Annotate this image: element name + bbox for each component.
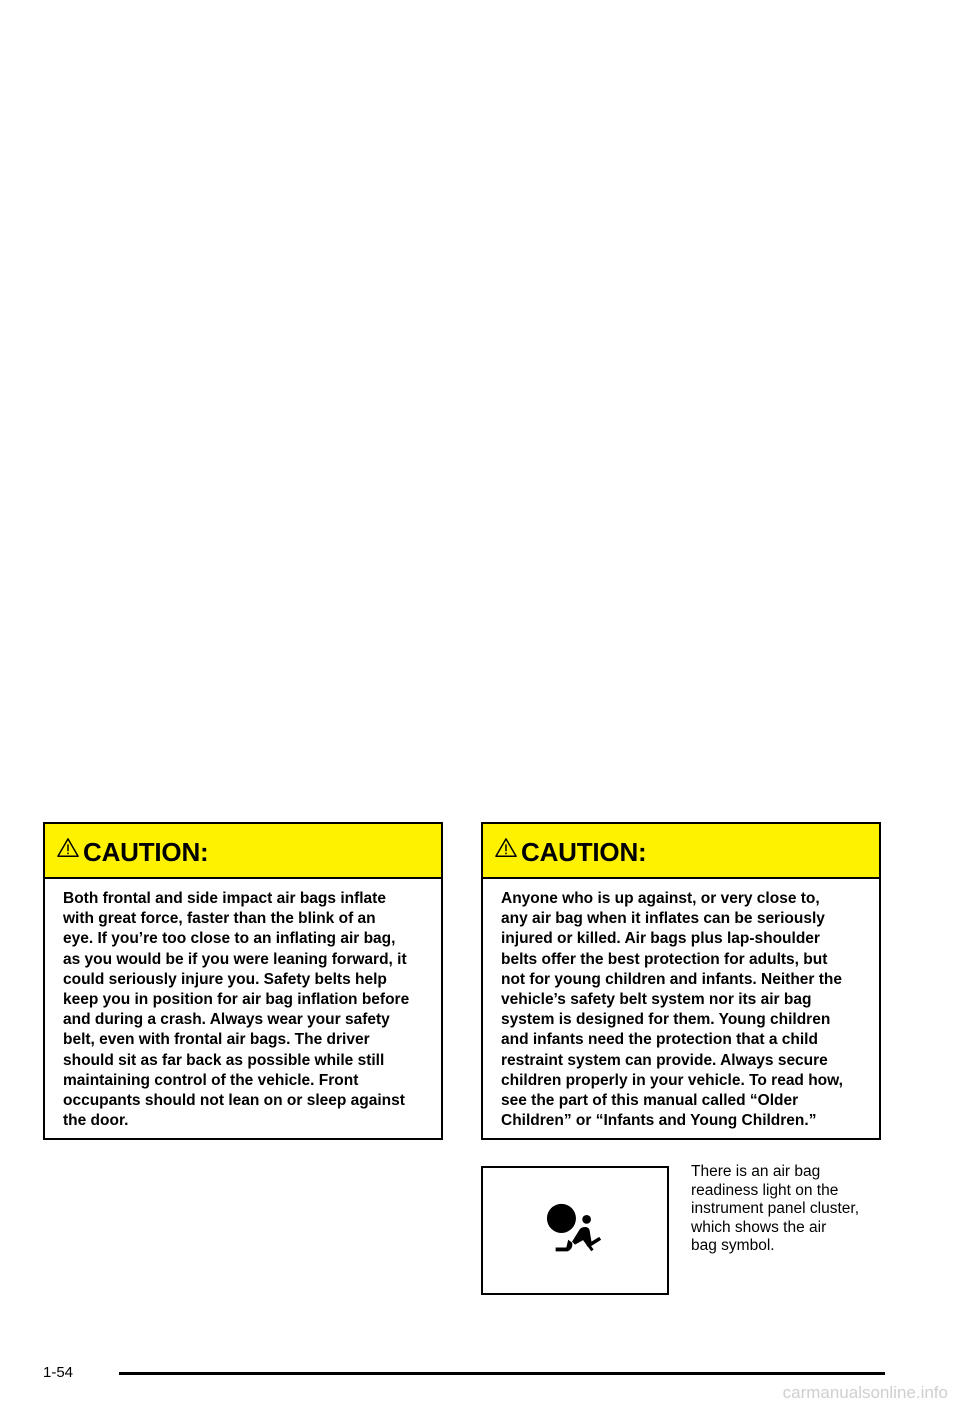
caution-header <box>45 824 441 879</box>
caution-box-close-to-airbag <box>481 822 881 1140</box>
page-number: 1-54 <box>43 1364 74 1381</box>
footer-rule <box>119 1372 885 1375</box>
warning-triangle-icon <box>495 837 517 859</box>
caution-header <box>483 824 879 879</box>
airbag-symbol-icon <box>544 1200 606 1262</box>
caution-text: Both frontal and side impact air bags inflate with great force, faster than the blink of an eye. If you’re too close to an inflating air bag, as you would be if you were leaning forward, it could seriously injure you. Safety belts help keep you in position for air bag inflation before and during a crash. Always wear your safety belt, even with frontal air bags. The driver should sit as far back as possible while still maintaining control of the vehicle. Front occupants should not lean on or sleep against the door. <box>63 890 410 1130</box>
warning-triangle-icon <box>57 837 79 859</box>
caution-title: CAUTION: <box>521 837 647 867</box>
caution-box-frontal-side <box>43 822 443 1140</box>
airbag-light-description: There is an air bag readiness light on the instrument panel cluster, which shows the air bag symbol. <box>691 1163 860 1254</box>
caution-title: CAUTION: <box>83 837 209 867</box>
watermark: carmanualsonline.info <box>782 1383 948 1402</box>
airbag-symbol-box <box>481 1166 669 1295</box>
caution-text: Anyone who is up against, or very close to, any air bag when it inflates can be seriously injured or killed. Air bags plus lap-shoulder belts offer the best protection for adults, but not for young children and infants. Neither the vehicle’s safety belt system nor its air bag system is designed for them. Young children and infants need the protection that a child restraint system can provide. Always secure children properly in your vehicle. To read how, see the part of this manual called “Older Children” or “Infants and Young Children.” <box>501 890 843 1130</box>
